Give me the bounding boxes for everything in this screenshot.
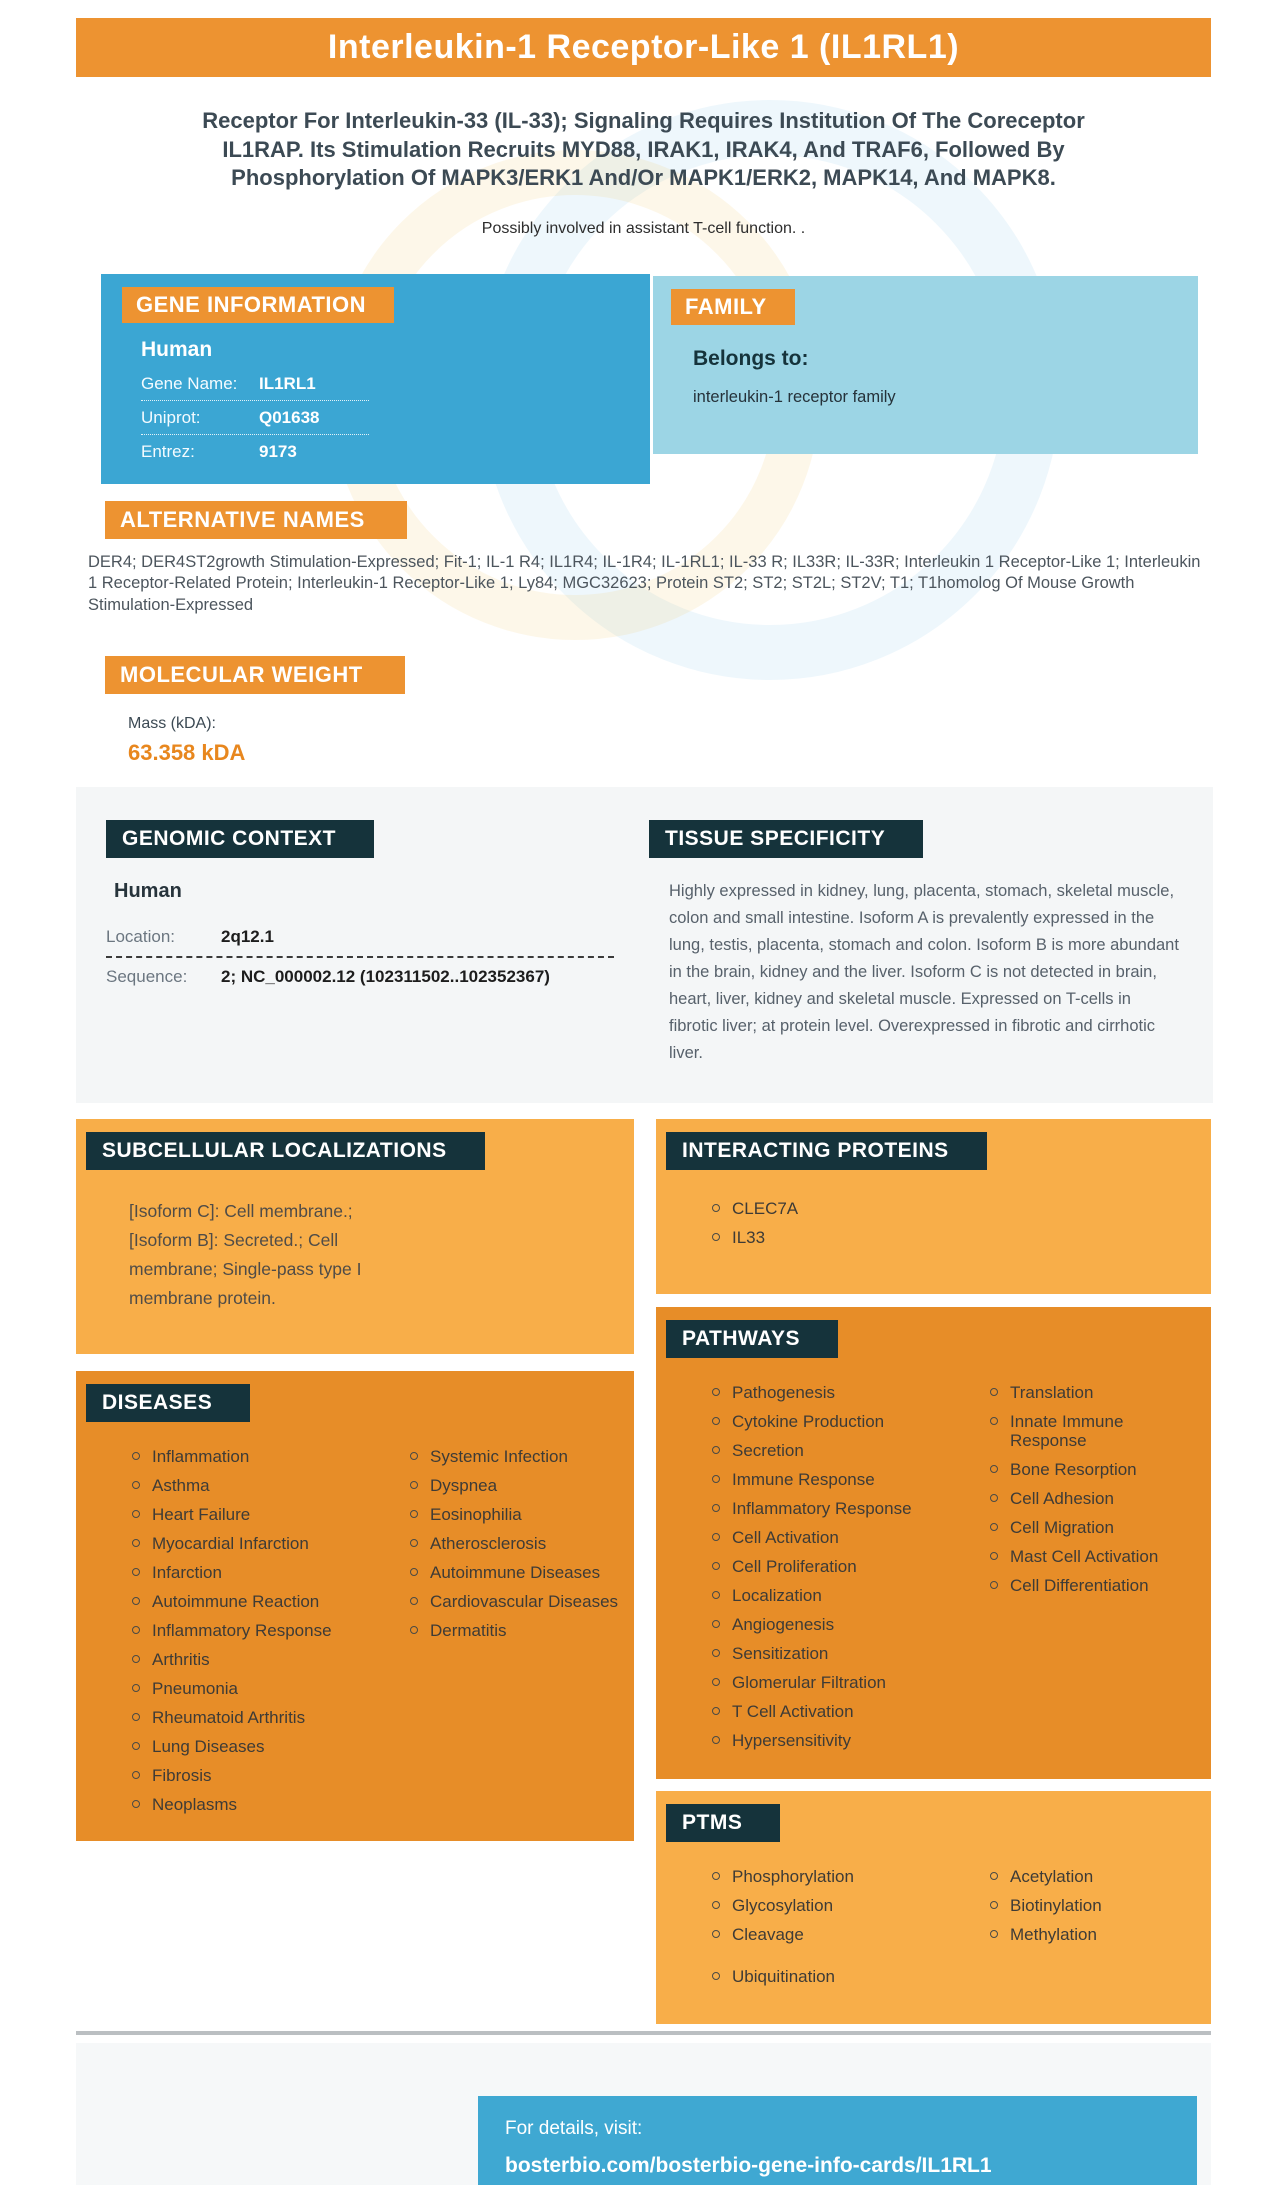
row-value: 9173 [259,441,297,461]
list-item: Secretion [706,1436,984,1465]
pathways-heading: PATHWAYS [666,1320,838,1358]
mass-label: Mass (kDA): [128,715,216,733]
row-label: Entrez: [141,441,195,461]
list-item: Rheumatoid Arthritis [126,1703,404,1732]
genomic-context-table [106,918,614,996]
list-item: IL33 [706,1223,1126,1252]
list-item: Fibrosis [126,1761,404,1790]
gene-summary: Receptor For Interleukin-33 (IL-33); Signaling Requires Institution Of The Coreceptor IL1RAP. Its Stimulation Recruits MYD88, IRAK1, IRAK4, And TRAF6, Followed By Phosphorylation Of MAPK3/ERK1 And/Or MAPK1/ERK2, MAPK14, And MAPK8. [202,108,1085,191]
footer-divider [76,2031,1211,2035]
list-item: Inflammation [126,1442,404,1471]
list-item: Lung Diseases [126,1732,404,1761]
list-item: Mast Cell Activation [984,1542,1201,1571]
list-item: Immune Response [706,1465,984,1494]
row-value: Q01638 [259,407,320,427]
list-item: T Cell Activation [706,1697,984,1726]
list-item: Cell Activation [706,1523,984,1552]
ptms-box [656,1791,1211,2024]
species-label: Human [114,880,182,903]
list-item: Cell Migration [984,1513,1201,1542]
list-item: Biotinylation [984,1891,1201,1920]
table-row [141,367,369,401]
list-item: Heart Failure [126,1500,404,1529]
list-item: Cleavage [706,1920,984,1949]
list-item: Cardiovascular Diseases [404,1587,624,1616]
list-item: Infarction [126,1558,404,1587]
function-note: Possibly involved in assistant T-cell function. . [481,219,806,237]
footer-link-card [478,2096,1197,2185]
card-content [76,0,1211,2185]
ptms-list-col2 [984,1862,1201,1991]
pathways-box [656,1307,1211,1779]
list-item: Bone Resorption [984,1455,1201,1484]
footer [76,2043,1211,2185]
species-label: Human [141,337,213,361]
list-item: Autoimmune Diseases [404,1558,624,1587]
row-value: 2; NC_000002.12 (102311502..102352367) [221,967,550,987]
genomic-context-column [106,820,649,1067]
diseases-lists [86,1442,634,1819]
interacting-proteins-heading: INTERACTING PROTEINS [666,1132,987,1170]
list-item: Acetylation [984,1862,1201,1891]
table-row [106,958,614,996]
list-item: Innate Immune Response [984,1407,1201,1455]
list-item: Dermatitis [404,1616,624,1645]
list-item: Arthritis [126,1645,404,1674]
list-item: Systemic Infection [404,1442,624,1471]
gene-information-heading: GENE INFORMATION [122,287,394,323]
pathways-list-col1 [706,1378,984,1755]
row-label: Uniprot: [141,407,201,427]
list-item: Eosinophilia [404,1500,624,1529]
ptms-heading: PTMS [666,1804,780,1842]
diseases-list-col1 [126,1442,404,1819]
list-item: Cell Differentiation [984,1571,1201,1600]
list-item: Inflammatory Response [126,1616,404,1645]
ptms-list-col1-extra [706,1962,984,1991]
family-content [693,347,1198,407]
row-label: Location: [106,927,175,947]
footer-url: bosterbio.com/bosterbio-gene-info-cards/IL1RL1 [505,2154,992,2178]
gene-information-box [101,274,650,484]
list-item: Dyspnea [404,1471,624,1500]
list-item: CLEC7A [706,1194,1126,1223]
list-item: Glycosylation [706,1891,984,1920]
list-item: Pathogenesis [706,1378,984,1407]
interacting-proteins-box [656,1119,1211,1294]
table-row [141,401,369,435]
molecular-weight-heading: MOLECULAR WEIGHT [105,656,405,694]
page-title: Interleukin-1 Receptor-Like 1 (IL1RL1) [76,18,1211,77]
list-item: Cytokine Production [706,1407,984,1436]
ptms-list-col1 [706,1862,984,1949]
list-item: Cell Proliferation [706,1552,984,1581]
list-item: Sensitization [706,1639,984,1668]
family-value: interleukin-1 receptor family [693,387,896,406]
table-row [141,435,369,468]
subcellular-localizations-box [76,1119,634,1354]
list-item: Methylation [984,1920,1201,1949]
subcellular-localizations-heading: SUBCELLULAR LOCALIZATIONS [86,1132,485,1170]
mass-value: 63.358 kDA [128,740,246,766]
ptms-lists [666,1862,1211,1991]
diseases-list-col2 [404,1442,624,1819]
lower-right-column [656,1119,1211,2024]
list-item: Ubiquitination [706,1962,984,1991]
tissue-specificity-text: Highly expressed in kidney, lung, placenta, stomach, skeletal muscle, colon and small intestine. Isoform A is prevalently expressed in the lung, testis, placenta, stomach and colon. Isoform B is more abundant in the brain, kidney and the liver. Isoform C is not detected in brain, heart, liver, kidney and skeletal muscle. Expressed on T-cells in fibrotic liver; at protein level. Overexpressed in fibrotic and cirrhotic liver. [669,882,1179,1063]
lower-left-column [76,1119,634,1841]
family-box [653,276,1198,454]
family-heading: FAMILY [671,289,795,325]
row-value: IL1RL1 [259,373,316,393]
list-item: Cell Adhesion [984,1484,1201,1513]
list-item: Angiogenesis [706,1610,984,1639]
list-item: Translation [984,1378,1201,1407]
pathways-list-col2 [984,1378,1201,1755]
list-item: Glomerular Filtration [706,1668,984,1697]
pathways-lists [666,1378,1211,1755]
list-item: Asthma [126,1471,404,1500]
list-item: Autoimmune Reaction [126,1587,404,1616]
row-value: 2q12.1 [221,927,274,947]
genomic-context-heading: GENOMIC CONTEXT [106,820,374,858]
lower-boxes-row [76,1119,1211,2024]
ptms-left-column [666,1862,984,1991]
list-item: Hypersensitivity [706,1726,984,1755]
row-label: Gene Name: [141,373,238,393]
list-item: Localization [706,1581,984,1610]
tissue-specificity-heading: TISSUE SPECIFICITY [649,820,923,858]
belongs-to-label: Belongs to: [693,346,809,370]
list-item: Atherosclerosis [404,1529,624,1558]
alternative-names-text: DER4; DER4ST2growth Stimulation-Expressed; Fit-1; IL-1 R4; IL1R4; IL-1R4; IL-1RL1; IL-33 R; IL33R; IL-33R; Interleukin 1 Receptor-Like 1; Interleukin 1 Receptor-Related Protein; Interleukin-1 Receptor-Like 1; Ly84; MGC32623; Protein ST2; ST2; ST2L; ST2V; T1; T1homolog Of Mouse Growth Stimulation-Expressed [88,552,1201,614]
row-label: Sequence: [106,967,188,987]
interacting-proteins-list [706,1194,1126,1252]
tissue-specificity-column [649,820,1183,1067]
list-item: Myocardial Infarction [126,1529,404,1558]
gene-info-table [141,367,369,468]
top-boxes-row [76,274,1211,484]
list-item: Phosphorylation [706,1862,984,1891]
table-row [106,918,614,958]
footer-caption: For details, visit: [505,2118,643,2140]
genomic-tissue-section [76,787,1213,1103]
diseases-heading: DISEASES [86,1384,250,1422]
list-item: Pneumonia [126,1674,404,1703]
gene-information-content [141,338,650,468]
subcellular-localizations-text: [Isoform C]: Cell membrane.; [Isoform B]: Secreted.; Cell membrane; Single-pass type I membrane protein. [129,1201,362,1309]
alternative-names-heading: ALTERNATIVE NAMES [105,501,407,539]
list-item: Inflammatory Response [706,1494,984,1523]
list-item: Neoplasms [126,1790,404,1819]
diseases-box [76,1371,634,1841]
